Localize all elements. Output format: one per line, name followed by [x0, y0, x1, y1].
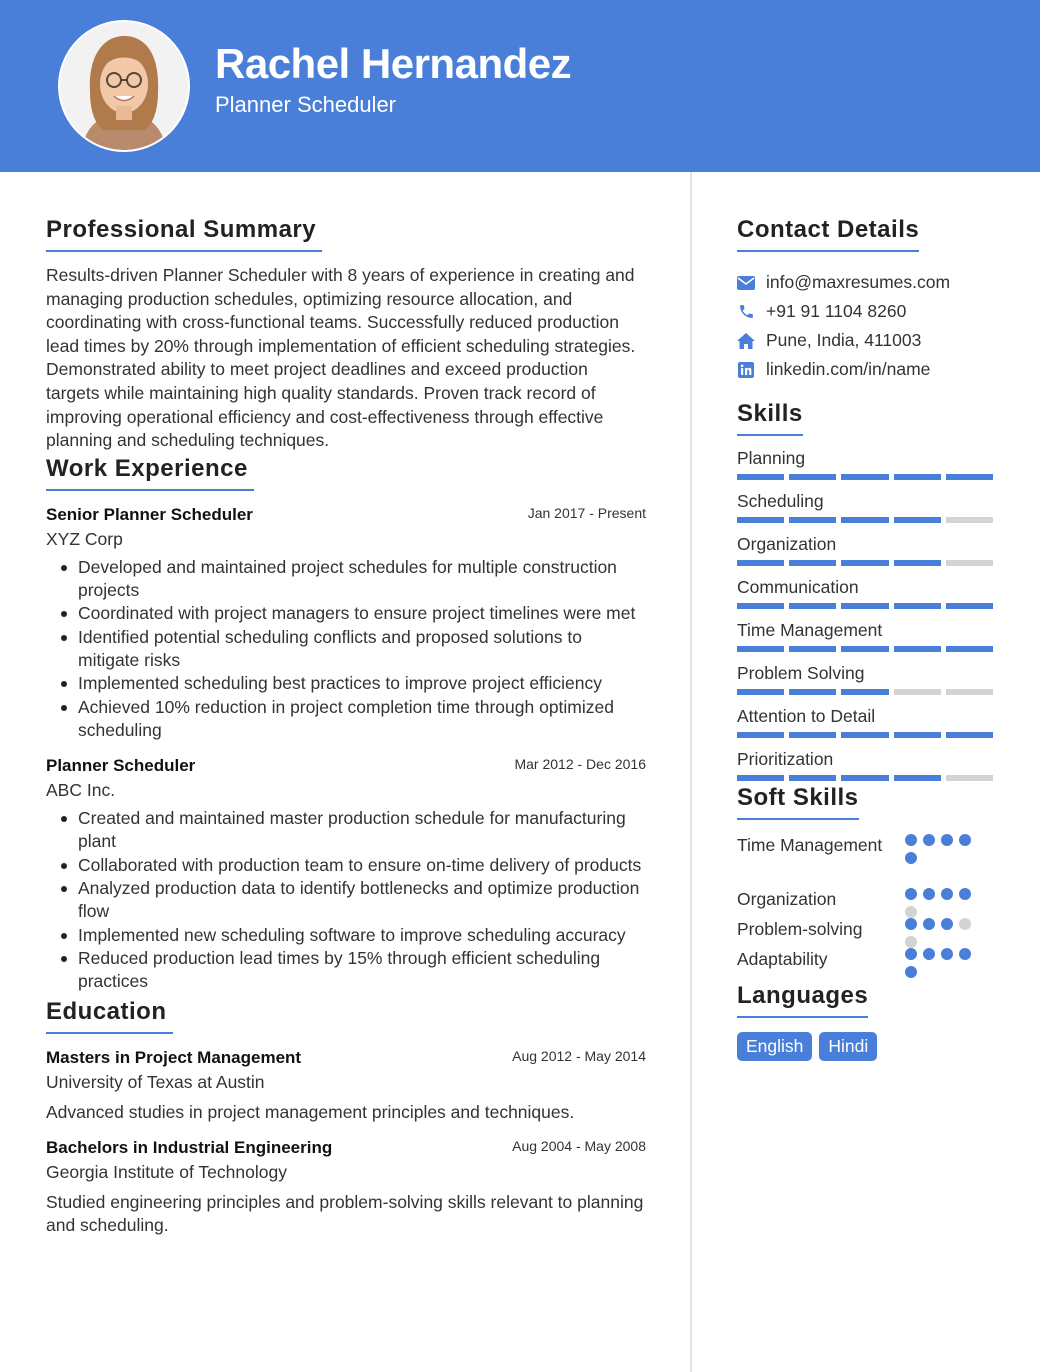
candidate-name: Rachel Hernandez: [215, 40, 572, 87]
phone-icon: [737, 303, 755, 321]
section-title-experience: Work Experience: [46, 455, 254, 491]
section-title-summary: Professional Summary: [46, 216, 322, 252]
section-title-contact: Contact Details: [737, 216, 919, 252]
skill-level-segment: [894, 689, 941, 695]
job-header: [46, 505, 646, 527]
soft-skill-dot: [905, 936, 917, 948]
skill-level-bar: [737, 474, 993, 480]
skill-level-segment: [894, 775, 941, 781]
job-date: Jan 2017 - Present: [527, 504, 646, 521]
job-bullet: Identified potential scheduling conflicts and proposed solutions to mitigate risks: [78, 626, 646, 673]
soft-skill-dot: [941, 888, 953, 900]
soft-skill-dot: [923, 948, 935, 960]
skill-name: Scheduling: [737, 491, 824, 511]
soft-skill-dot: [905, 966, 917, 978]
soft-skill-name: Time Management: [737, 835, 883, 855]
education-entry: [46, 1138, 646, 1238]
education-header: [46, 1048, 646, 1070]
skill-level-segment: [789, 775, 836, 781]
skill-item: [737, 534, 997, 577]
main-column: [46, 172, 646, 1237]
skill-level-segment: [841, 474, 888, 480]
soft-skill-dots: [905, 918, 975, 948]
skill-level-segment: [841, 732, 888, 738]
skill-level-segment: [841, 689, 888, 695]
job-bullets: [46, 556, 646, 742]
section-title-languages: Languages: [737, 982, 868, 1018]
soft-skill-name: Organization: [737, 889, 837, 909]
job-bullet: Developed and maintained project schedules for multiple construction projects: [78, 556, 646, 603]
skills-list: [737, 448, 997, 792]
soft-skill-dot: [941, 948, 953, 960]
skill-name: Planning: [737, 448, 806, 468]
skill-name: Attention to Detail: [737, 706, 876, 726]
soft-skill-dot: [923, 834, 935, 846]
job-bullet: Analyzed production data to identify bottlenecks and optimize production flow: [78, 877, 646, 924]
soft-skill-dot: [959, 888, 971, 900]
skill-level-segment: [737, 474, 784, 480]
languages-list: [737, 1032, 997, 1061]
soft-skill-dot: [941, 918, 953, 930]
soft-skill-dots: [905, 888, 975, 918]
education-description: Studied engineering principles and problem-solving skills relevant to planning and scheduling.: [46, 1191, 644, 1236]
job-date: Mar 2012 - Dec 2016: [514, 756, 646, 773]
skill-level-segment: [737, 732, 784, 738]
skill-name: Organization: [737, 534, 837, 554]
section-title-skills: Skills: [737, 400, 803, 436]
skill-level-segment: [789, 560, 836, 566]
contact-text: +91 91 1104 8260: [766, 301, 907, 321]
education-degree: Bachelors in Industrial Engineering: [46, 1137, 333, 1157]
skill-level-segment: [894, 646, 941, 652]
skill-item: [737, 491, 997, 534]
skill-level-segment: [789, 689, 836, 695]
job-bullet: Reduced production lead times by 15% through efficient scheduling practices: [78, 947, 646, 994]
skill-level-segment: [789, 474, 836, 480]
skill-item: [737, 749, 997, 792]
contact-item-linkedin: [737, 355, 997, 384]
skill-level-segment: [894, 517, 941, 523]
skill-item: [737, 620, 997, 663]
soft-skills-list: [737, 834, 997, 978]
job-bullet: Coordinated with project managers to ensure project timelines were met: [78, 602, 646, 625]
skill-level-bar: [737, 560, 993, 566]
skill-item: [737, 706, 997, 749]
envelope-icon: [737, 274, 755, 292]
contact-section: [737, 216, 997, 384]
skill-level-segment: [737, 517, 784, 523]
job-bullet: Created and maintained master production schedule for manufacturing plant: [78, 807, 646, 854]
skill-level-segment: [894, 560, 941, 566]
job-title: Planner Scheduler: [46, 756, 196, 776]
education-list: [46, 1048, 646, 1238]
education-school: University of Texas at Austin: [46, 1071, 265, 1092]
education-date: Aug 2012 - May 2014: [512, 1047, 646, 1064]
soft-skill-dot: [923, 918, 935, 930]
soft-skill-item: [737, 888, 997, 918]
skill-level-segment: [894, 732, 941, 738]
skill-name: Prioritization: [737, 749, 834, 769]
skill-level-segment: [789, 603, 836, 609]
education-entry: [46, 1048, 646, 1124]
skill-level-segment: [841, 517, 888, 523]
languages-section: [737, 982, 997, 1061]
soft-skill-dot: [905, 888, 917, 900]
contact-list: [737, 268, 997, 384]
soft-skill-dot: [923, 888, 935, 900]
education-description: Advanced studies in project management principles and techniques.: [46, 1101, 575, 1122]
skill-level-segment: [946, 646, 993, 652]
soft-skill-dots: [905, 948, 975, 978]
job-company: XYZ Corp: [46, 528, 123, 549]
soft-skill-dot: [905, 852, 917, 864]
skill-item: [737, 448, 997, 491]
skill-level-segment: [841, 646, 888, 652]
section-title-soft-skills: Soft Skills: [737, 784, 859, 820]
column-divider: [690, 172, 692, 1372]
skill-level-bar: [737, 775, 993, 781]
skill-item: [737, 663, 997, 706]
contact-item-home: [737, 326, 997, 355]
skill-name: Time Management: [737, 620, 883, 640]
soft-skill-dot: [959, 948, 971, 960]
skill-level-segment: [789, 646, 836, 652]
education-school: Georgia Institute of Technology: [46, 1161, 287, 1182]
contact-item-phone: [737, 297, 997, 326]
skill-level-segment: [841, 603, 888, 609]
soft-skill-dot: [905, 906, 917, 918]
job-list: [46, 505, 646, 994]
soft-skill-dot: [959, 834, 971, 846]
skill-level-segment: [737, 775, 784, 781]
skill-level-segment: [946, 517, 993, 523]
skill-level-segment: [946, 560, 993, 566]
contact-item-envelope: [737, 268, 997, 297]
soft-skills-section: [737, 784, 997, 978]
sidebar-column: [737, 172, 997, 1061]
resume-header: [0, 0, 1040, 172]
skill-level-segment: [737, 646, 784, 652]
skills-section: [737, 400, 997, 792]
skill-level-segment: [789, 517, 836, 523]
skill-level-segment: [737, 689, 784, 695]
skill-level-segment: [841, 560, 888, 566]
skill-level-segment: [946, 603, 993, 609]
profile-photo: [58, 20, 190, 152]
skill-level-segment: [946, 689, 993, 695]
skill-level-segment: [894, 603, 941, 609]
skill-level-segment: [894, 474, 941, 480]
job-header: [46, 756, 646, 778]
job-bullet: Implemented new scheduling software to improve scheduling accuracy: [78, 924, 646, 947]
linkedin-icon: [737, 361, 755, 379]
language-badge: English: [737, 1032, 812, 1061]
experience-section: [46, 455, 646, 994]
job-bullet: Implemented scheduling best practices to improve project efficiency: [78, 672, 646, 695]
skill-item: [737, 577, 997, 620]
skill-level-segment: [946, 474, 993, 480]
soft-skill-item: [737, 948, 997, 978]
skill-level-segment: [946, 775, 993, 781]
skill-name: Problem Solving: [737, 663, 865, 683]
contact-text: Pune, India, 411003: [766, 330, 922, 350]
job-entry: [46, 505, 646, 742]
education-header: [46, 1138, 646, 1160]
job-bullet: Achieved 10% reduction in project completion time through optimized scheduling: [78, 696, 646, 743]
soft-skill-item: [737, 918, 997, 948]
education-degree: Masters in Project Management: [46, 1047, 302, 1067]
candidate-role: Planner Scheduler: [215, 92, 397, 117]
job-bullets: [46, 807, 646, 993]
skill-level-segment: [841, 775, 888, 781]
skill-level-bar: [737, 517, 993, 523]
home-icon: [737, 332, 755, 350]
soft-skill-name: Adaptability: [737, 949, 828, 969]
soft-skill-dot: [905, 918, 917, 930]
soft-skill-dot: [959, 918, 971, 930]
skill-level-segment: [737, 603, 784, 609]
skill-name: Communication: [737, 577, 859, 597]
contact-text: info@maxresumes.com: [766, 272, 951, 292]
skill-level-bar: [737, 603, 993, 609]
skill-level-segment: [946, 732, 993, 738]
skill-level-segment: [789, 732, 836, 738]
soft-skill-dots: [905, 834, 975, 864]
summary-text: Results-driven Planner Scheduler with 8 years of experience in creating and managing production schedules, optimizing resource allocation, and coordinating with cross-functional teams. Successfully reduced production lead times by 20% through implementation of efficient scheduling strategies. Demonstrated ability to meet project deadlines and exceed production targets while maintaining high quality standards. Proven track record of improving operational efficiency and cost-effectiveness through effective planning and scheduling techniques.: [46, 265, 636, 451]
job-entry: [46, 756, 646, 993]
skill-level-bar: [737, 689, 993, 695]
skill-level-segment: [737, 560, 784, 566]
job-company: ABC Inc.: [46, 780, 116, 801]
education-section: [46, 998, 646, 1238]
language-badge: Hindi: [819, 1032, 877, 1061]
job-title: Senior Planner Scheduler: [46, 504, 253, 524]
section-title-education: Education: [46, 998, 173, 1034]
skill-level-bar: [737, 646, 993, 652]
education-date: Aug 2004 - May 2008: [512, 1137, 646, 1154]
summary-section: [46, 216, 646, 453]
soft-skill-item: [737, 834, 997, 888]
skill-level-bar: [737, 732, 993, 738]
soft-skill-dot: [905, 948, 917, 960]
soft-skill-dot: [941, 834, 953, 846]
soft-skill-name: Problem-solving: [737, 919, 863, 939]
contact-text: linkedin.com/in/name: [766, 359, 931, 379]
soft-skill-dot: [905, 834, 917, 846]
job-bullet: Collaborated with production team to ensure on-time delivery of products: [78, 854, 646, 877]
